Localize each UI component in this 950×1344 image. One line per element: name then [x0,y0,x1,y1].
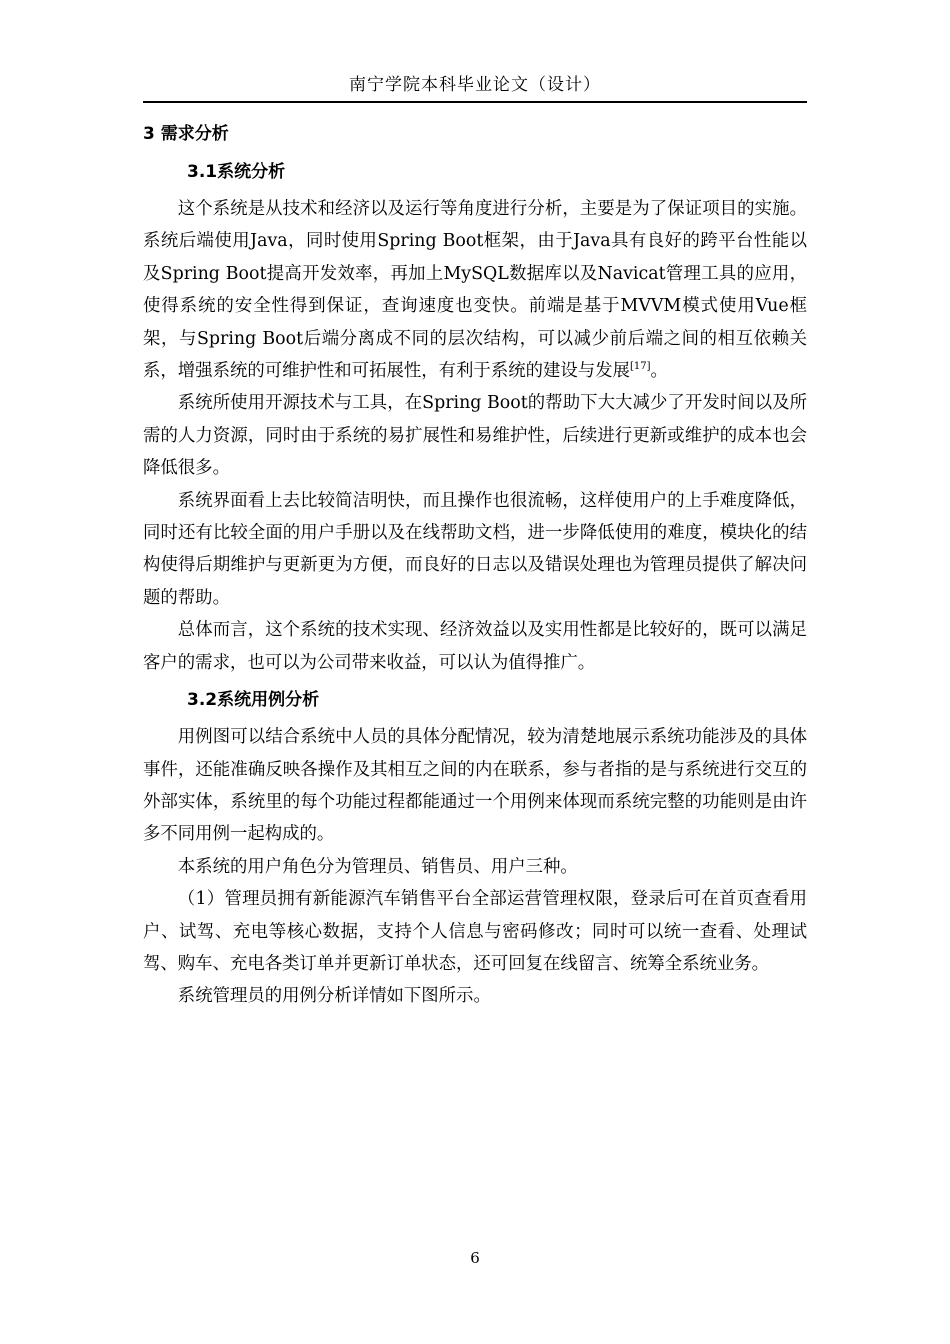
section-heading-3-2: 3.2系统用例分析 [187,690,320,711]
paragraph: 系统界面看上去比较简洁明快，而且操作也很流畅，这样使用户的上手难度降低，同时还有比较全面的用户手册以及在线帮助文档，进一步降低使用的难度，模块化的结构使得后期维护与更新更为方便，而良好的日志以及错误处理也为管理员提供了解决问题的帮助。 [143,490,807,608]
paragraph: （1）管理员拥有新能源汽车销售平台全部运营管理权限，登录后可在首页查看用户、试驾、充电等核心数据，支持个人信息与密码修改；同时可以统一查看、处理试驾、购车、充电各类订单并更新订单状态，还可回复在线留言、统筹全系统业务。 [143,889,807,974]
page-header: 南宁学院本科毕业论文（设计） [349,75,601,95]
paragraph [143,193,807,387]
header-divider [143,101,807,103]
section-heading-3-1: 3.1系统分析 [187,162,286,182]
paragraph: 用例图可以结合系统中人员的具体分配情况，较为清楚地展示系统功能涉及的具体事件，还能准确反映各操作及其相互之间的内在联系，参与者指的是与系统进行交互的外部实体，系统里的每个功能过程都能通过一个用例来体现而系统完整的功能则是由许多不同用例一起构成的。 [143,727,807,845]
paragraph: 系统所使用开源技术与工具，在Spring Boot的帮助下大大减少了开发时间以及所需的人力资源，同时由于系统的易扩展性和易维护性，后续进行更新或维护的成本也会降低很多。 [143,393,807,479]
paragraph-text: 这个系统是从技术和经济以及运行等角度进行分析，主要是为了保证项目的实施。 系统后端使用Java，同时使用Spring Boot框架，由于Java具有良好的跨平台性能以及Spring Boot提高开发效率，再加上MySQL数据库以及Navicat管理工具的应用，使得系统的安全性得到保证，查询速度也变快。前端是基于MVVM模式使用Vue框架，与Spring Boot后端分离成不同的层次结构，可以减少前后端之间的相互依赖关系，增强系统的可维护性和可拓展性，有利于系统的建设与发展 [143,199,807,382]
paragraph-end: 。 [650,361,668,382]
paragraph: 系统管理员的用例分析详情如下图所示。 [177,986,491,1007]
page-body [143,117,807,1013]
page-number: 6 [470,1249,480,1267]
paragraph: 总体而言，这个系统的技术实现、经济效益以及实用性都是比较好的，既可以满足客户的需求，也可以为公司带来收益，可以认为值得推广。 [143,620,807,673]
chapter-heading: 3 需求分析 [143,124,229,144]
citation-ref: [17] [629,361,651,373]
paragraph: 本系统的用户角色分为管理员、销售员、用户三种。 [177,856,578,877]
